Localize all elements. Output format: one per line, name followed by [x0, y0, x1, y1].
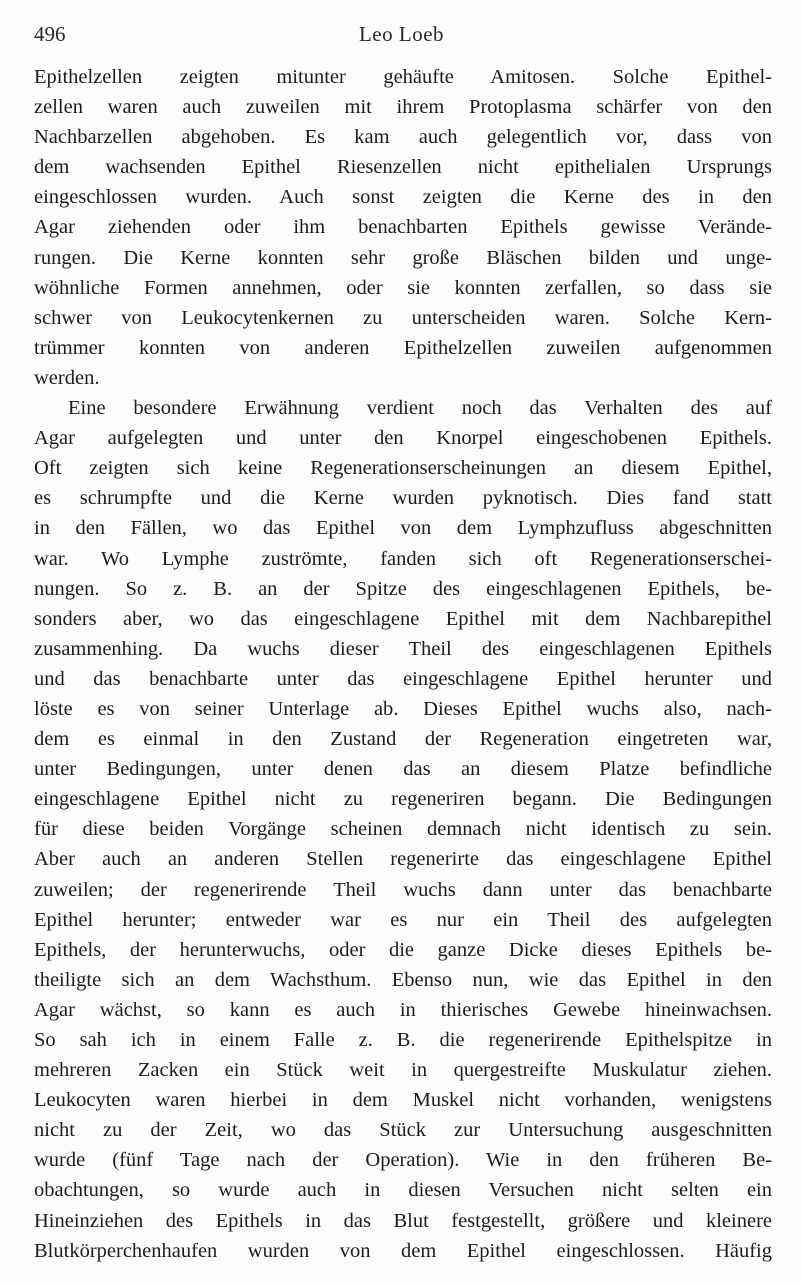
text-line: eingeschlagene Epithel nicht zu regeneriren begann. Die Bedingungen — [34, 788, 772, 811]
body-text — [34, 62, 772, 1266]
text-line: Agar ziehenden oder ihm benachbarten Epithels gewisse Verände- — [34, 216, 772, 239]
text-line: es schrumpfte und die Kerne wurden pyknotisch. Dies fand statt — [34, 487, 772, 510]
text-line: So sah ich in einem Falle z. B. die regenerirende Epithelspitze in — [34, 1029, 772, 1051]
text-line: wurde (fünf Tage nach der Operation). Wie in den früheren Be- — [34, 1149, 772, 1172]
text-line: nicht zu der Zeit, wo das Stück zur Untersuchung ausgeschnitten — [34, 1119, 772, 1142]
text-line: Agar wächst, so kann es auch in thierisches Gewebe hineinwachsen. — [34, 998, 772, 1021]
text-line: Epithelzellen zeigten mitunter gehäufte Amitosen. Solche Epithel- — [34, 66, 772, 88]
text-line: obachtungen, so wurde auch in diesen Versuchen nicht selten ein — [34, 1179, 772, 1202]
text-line: eingeschlossen wurden. Auch sonst zeigten die Kerne des in den — [34, 186, 772, 209]
text-line: Hineinziehen des Epithels in das Blut festgestellt, größere und kleinere — [34, 1209, 772, 1232]
text-line: zellen waren auch zuweilen mit ihrem Protoplasma schärfer von den — [34, 96, 772, 119]
text-line: Agar aufgelegten und unter den Knorpel eingeschobenen Epithels. — [34, 427, 772, 450]
text-line: theiligte sich an dem Wachsthum. Ebenso nun, wie das Epithel in den — [34, 968, 772, 991]
text-line: dem es einmal in den Zustand der Regeneration eingetreten war, — [34, 728, 772, 751]
text-line: Blutkörperchenhaufen wurden von dem Epithel eingeschlossen. Häufig — [34, 1239, 772, 1262]
text-line: Leukocyten waren hierbei in dem Muskel nicht vorhanden, wenigstens — [34, 1089, 772, 1112]
text-line: in den Fällen, wo das Epithel von dem Lymphzufluss abgeschnitten — [34, 517, 772, 540]
page-header — [34, 22, 769, 52]
text-line: mehreren Zacken ein Stück weit in quergestreifte Muskulatur ziehen. — [34, 1059, 772, 1082]
text-line: Nachbarzellen abgehoben. Es kam auch gelegentlich vor, dass von — [34, 126, 772, 149]
text-line: Aber auch an anderen Stellen regenerirte das eingeschlagene Epithel — [34, 848, 772, 871]
text-line: zusammenhing. Da wuchs dieser Theil des eingeschlagenen Epithels — [34, 637, 772, 660]
running-head: Leo Loeb — [358, 22, 445, 46]
text-line: Epithels, der herunterwuchs, oder die ganze Dicke dieses Epithels be- — [34, 938, 772, 961]
text-line: Oft zeigten sich keine Regenerationserscheinungen an diesem Epithel, — [34, 457, 772, 480]
text-line: dem wachsenden Epithel Riesenzellen nicht epithelialen Ursprungs — [34, 156, 772, 179]
text-line: löste es von seiner Unterlage ab. Dieses Epithel wuchs also, nach- — [34, 697, 772, 720]
text-line: für diese beiden Vorgänge scheinen demnach nicht identisch zu sein. — [34, 818, 772, 841]
text-line: unter Bedingungen, unter denen das an diesem Platze befindliche — [34, 758, 772, 781]
page-number: 496 — [34, 22, 66, 46]
text-line: und das benachbarte unter das eingeschlagene Epithel herunter und — [34, 667, 772, 690]
text-line: Epithel herunter; entweder war es nur ein Theil des aufgelegten — [34, 908, 772, 931]
text-line: trümmer konnten von anderen Epithelzellen zuweilen aufgenommen — [34, 336, 772, 359]
text-line: rungen. Die Kerne konnten sehr große Bläschen bilden und unge- — [34, 246, 772, 269]
text-line: sonders aber, wo das eingeschlagene Epithel mit dem Nachbarepithel — [34, 607, 772, 630]
text-line: Eine besondere Erwähnung verdient noch das Verhalten des auf — [68, 397, 772, 420]
text-line: zuweilen; der regenerirende Theil wuchs dann unter das benachbarte — [34, 878, 772, 901]
text-line: werden. — [34, 366, 100, 389]
text-line: war. Wo Lymphe zuströmte, fanden sich oft Regenerationserschei- — [34, 547, 772, 570]
text-line: nungen. So z. B. an der Spitze des eingeschlagenen Epithels, be- — [34, 577, 772, 600]
text-line: schwer von Leukocytenkernen zu unterscheiden waren. Solche Kern- — [34, 306, 772, 329]
text-line: wöhnliche Formen annehmen, oder sie konnten zerfallen, so dass sie — [34, 276, 772, 299]
